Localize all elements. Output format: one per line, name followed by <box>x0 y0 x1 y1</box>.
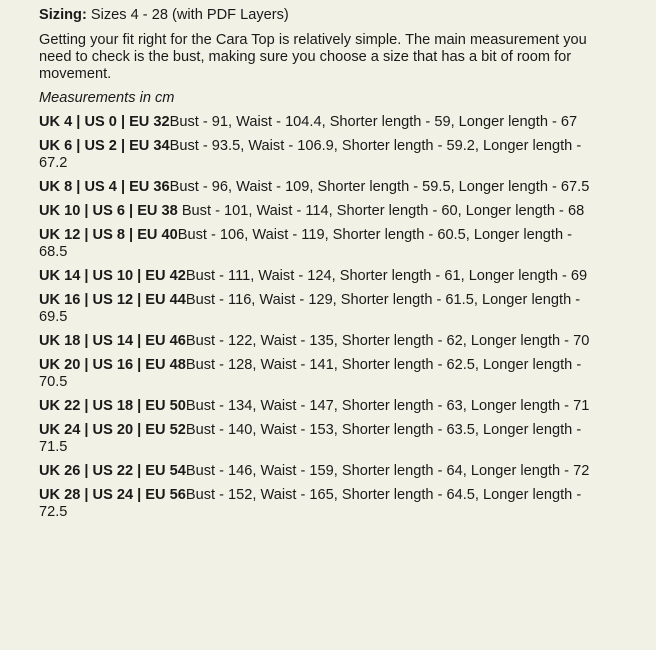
sizing-value: Sizes 4 - 28 (with PDF Layers) <box>86 7 289 23</box>
size-list <box>39 114 599 521</box>
size-entry <box>39 357 599 391</box>
size-measurements: Bust - 140, Waist - 153, Shorter length - 63.5, Longer length - 71.5 <box>39 422 582 455</box>
size-label: UK 14 | US 10 | EU 42 <box>39 268 186 284</box>
size-label: UK 8 | US 4 | EU 36 <box>39 179 170 195</box>
size-label: UK 24 | US 20 | EU 52 <box>39 422 186 438</box>
size-measurements: Bust - 106, Waist - 119, Shorter length - 60.5, Longer length - 68.5 <box>39 227 573 260</box>
size-measurements: Bust - 111, Waist - 124, Shorter length - 61, Longer length - 69 <box>185 268 588 284</box>
measurements-units-label: Measurements in cm <box>39 90 175 106</box>
size-measurements: Bust - 116, Waist - 129, Shorter length - 61.5, Longer length - 69.5 <box>39 292 581 325</box>
size-entry <box>39 463 599 480</box>
size-entry <box>39 227 599 261</box>
size-measurements: Bust - 122, Waist - 135, Shorter length - 62, Longer length - 70 <box>185 333 590 349</box>
size-measurements: Bust - 96, Waist - 109, Shorter length - 59.5, Longer length - 67.5 <box>169 179 590 195</box>
size-entry <box>39 138 599 172</box>
size-measurements: Bust - 128, Waist - 141, Shorter length - 62.5, Longer length - 70.5 <box>39 357 582 390</box>
size-measurements: Bust - 101, Waist - 114, Shorter length - 60, Longer length - 68 <box>177 203 585 219</box>
size-entry <box>39 179 599 196</box>
size-entry <box>39 292 599 326</box>
size-label: UK 20 | US 16 | EU 48 <box>39 357 186 373</box>
intro-paragraph: Getting your fit right for the Cara Top is relatively simple. The main measurement you need to check is the bust, making sure you choose a size that has a bit of room for movement. <box>39 32 587 82</box>
size-label: UK 22 | US 18 | EU 50 <box>39 398 186 414</box>
size-label: UK 4 | US 0 | EU 32 <box>39 114 170 130</box>
size-entry <box>39 422 599 456</box>
size-measurements: Bust - 93.5, Waist - 106.9, Shorter length - 59.2, Longer length - 67.2 <box>39 138 582 171</box>
size-measurements: Bust - 152, Waist - 165, Shorter length - 64.5, Longer length - 72.5 <box>39 487 582 520</box>
sizing-label: Sizing: <box>39 7 87 23</box>
size-label: UK 12 | US 8 | EU 40 <box>39 227 178 243</box>
size-entry <box>39 333 599 350</box>
size-entry <box>39 114 599 131</box>
size-entry <box>39 487 599 521</box>
size-entry <box>39 203 599 220</box>
size-label: UK 16 | US 12 | EU 44 <box>39 292 186 308</box>
size-label: UK 28 | US 24 | EU 56 <box>39 487 186 503</box>
size-label: UK 6 | US 2 | EU 34 <box>39 138 170 154</box>
sizing-line <box>39 7 599 24</box>
size-entry <box>39 268 599 285</box>
size-guide <box>39 7 599 528</box>
size-label: UK 18 | US 14 | EU 46 <box>39 333 186 349</box>
size-label: UK 10 | US 6 | EU 38 <box>39 203 178 219</box>
size-measurements: Bust - 134, Waist - 147, Shorter length - 63, Longer length - 71 <box>185 398 590 414</box>
size-measurements: Bust - 146, Waist - 159, Shorter length - 64, Longer length - 72 <box>185 463 590 479</box>
size-measurements: Bust - 91, Waist - 104.4, Shorter length - 59, Longer length - 67 <box>169 114 578 130</box>
size-label: UK 26 | US 22 | EU 54 <box>39 463 186 479</box>
size-entry <box>39 398 599 415</box>
